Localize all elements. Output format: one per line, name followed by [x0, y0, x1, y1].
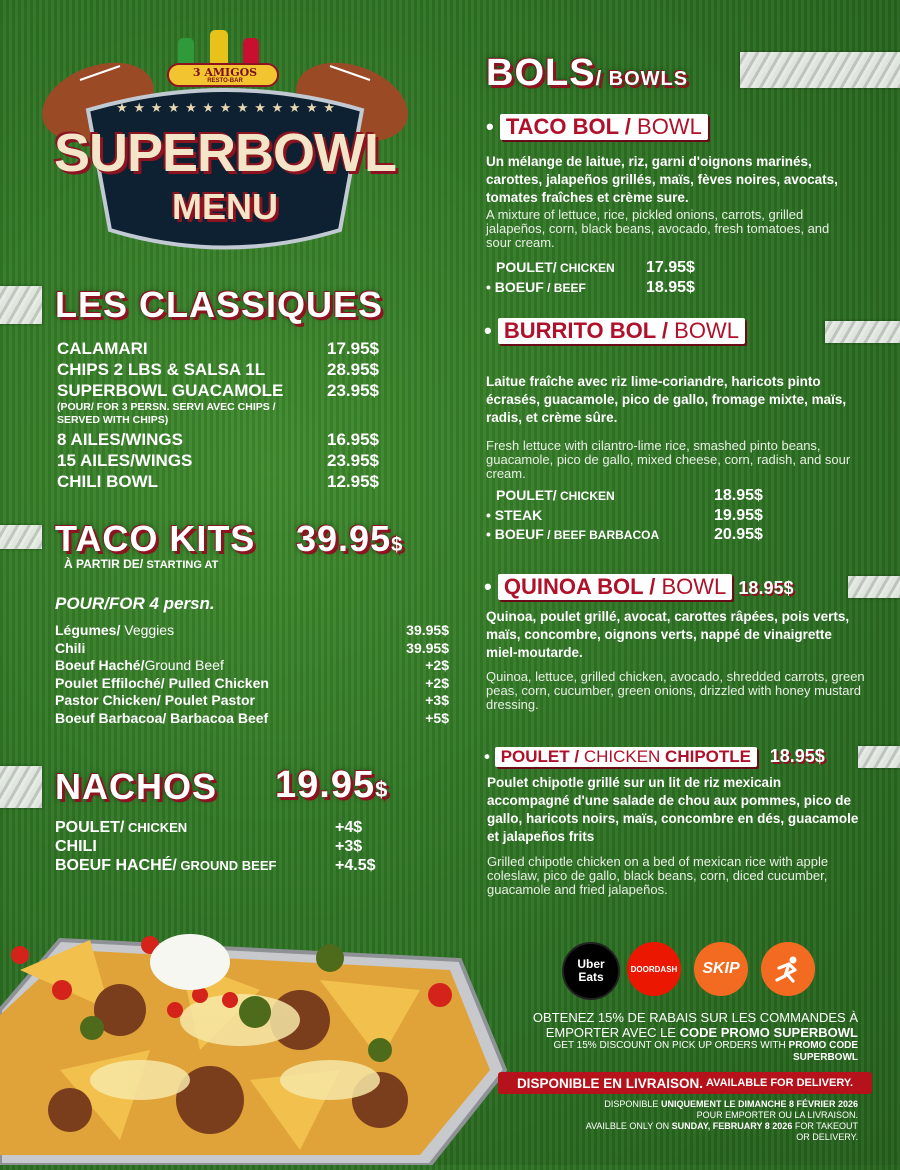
logo-sub: RESTO-BAR [207, 78, 243, 84]
promo-fr-code: CODE PROMO SUPERBOWL [679, 1025, 858, 1040]
promo-en-code: PROMO CODE [788, 1040, 858, 1051]
superbowl-logo [40, 30, 410, 260]
item-fr: Boeuf Barbacoa/ Barbacoa Beef [55, 709, 269, 726]
taco-bol-desc-en: A mixture of lettuce, rice, pickled onions, carrots, grilled jalapeños, corn, black beans, avocado, fresh tomatoes, and sour cream. [486, 207, 830, 250]
item-price: 23.95$ [327, 451, 379, 470]
taco-kits-title: TACO KITS [55, 518, 256, 559]
list-item [55, 692, 449, 710]
list-item [55, 640, 449, 658]
taco-kits-price-value: 39.95 [296, 518, 392, 559]
delivery-banner [498, 1072, 872, 1094]
item-name: SUPERBOWL GUACAMOLE [57, 381, 284, 400]
item-fr: Poulet Effiloché/ Pulled Chicken [55, 674, 269, 691]
field-stripe [0, 286, 42, 324]
list-item [55, 657, 449, 675]
field-stripe [0, 766, 42, 808]
option-fr: POULET/ [496, 259, 557, 275]
field-stripe [848, 576, 900, 598]
option-fr: POULET/ [496, 487, 557, 503]
list-item [486, 278, 706, 298]
chipotle-fr: POULET / [500, 747, 580, 766]
item-price: 16.95$ [327, 430, 379, 449]
option-price: 18.95$ [646, 279, 695, 296]
foot-line-3 [540, 1121, 858, 1132]
currency: $ [391, 534, 404, 556]
list-item [486, 506, 776, 525]
logo-stars: ★ ★ ★ ★ ★ ★ ★ ★ ★ ★ ★ ★ ★ [116, 100, 336, 115]
item-en: Ground Beef [144, 657, 224, 673]
taco-bol-title: • TACO BOL / BOWL [486, 114, 708, 140]
item-price: 23.95$ [327, 381, 379, 400]
currency: $ [375, 777, 389, 802]
option-price: 18.95$ [714, 487, 763, 504]
classiques-list [57, 338, 397, 492]
quinoa-bol-fr: QUINOA BOL / [503, 574, 656, 599]
foot1-b: UNIQUEMENT LE DIMANCHE 8 FÉVRIER 2026 [660, 1099, 858, 1109]
list-item [57, 359, 397, 380]
bols-title [486, 52, 688, 95]
nachos-list [55, 818, 385, 875]
item-fr: CHILI [55, 838, 97, 855]
option-fr: • STEAK [486, 507, 543, 523]
item-en: Veggies [120, 622, 175, 638]
item-name: 15 AILES/WINGS [57, 451, 193, 470]
quinoa-bol-title: • QUINOA BOL / BOWL 18.95$ [484, 574, 794, 599]
item-fr: Boeuf Haché/ [55, 657, 145, 673]
quinoa-bol-en: BOWL [655, 574, 727, 599]
burrito-bol-desc-fr: Laitue fraîche avec riz lime-coriandre, haricots pinto écrasés, guacamole, pico de gallo, fromage mixte, maïs, radis, et crème sûre. [486, 374, 847, 425]
bols-title-fr: BOLS [486, 52, 596, 94]
item-fr: BOEUF HACHÉ/ [55, 857, 177, 874]
promo-fr-1: OBTENEZ 15% DE RABAIS SUR LES COMMANDES À [532, 1010, 858, 1025]
taco-kits-list [55, 622, 449, 727]
item-price: 39.95$ [406, 639, 449, 656]
taco-bol-desc-fr: Un mélange de laitue, riz, garni d'oignons marinés, carottes, jalapeños grillés, maïs, fèves noires, avocats, tomates fraîches et crème sure. [486, 154, 838, 205]
item-price: 12.95$ [327, 472, 379, 491]
promo-fr-2-text: EMPORTER AVEC LE [545, 1025, 680, 1040]
list-item [57, 380, 397, 401]
list-item [55, 837, 385, 856]
quinoa-bol-desc-en: Quinoa, lettuce, grilled chicken, avocado, shredded carrots, green peas, corn, cucumber, green onions, drizzled with honey mustard dressing. [486, 669, 865, 712]
quinoa-bol-desc-fr: Quinoa, poulet grillé, avocat, carottes râpées, pois verts, maïs, concombre, oignons verts, nappé de vinaigrette miel-moutarde. [486, 609, 850, 660]
item-price: +5$ [425, 709, 449, 726]
nachos-title: NACHOS [55, 766, 218, 807]
list-item [55, 622, 449, 640]
logo-brand: 3 AMIGOS [192, 66, 258, 79]
taco-bol-en: BOWL [630, 114, 702, 139]
burrito-bol-options [486, 486, 776, 545]
field-stripe [858, 746, 900, 768]
nachos-price [275, 764, 388, 807]
chipotle-en: CHICKEN [579, 747, 661, 766]
list-item [57, 471, 397, 492]
taco-kits-price [296, 518, 403, 560]
taco-kits-starting [64, 557, 218, 571]
item-price: 39.95$ [406, 622, 449, 638]
item-price: +2$ [425, 674, 449, 691]
item-price: +4$ [335, 819, 363, 836]
chipotle-bold: CHIPOTLE [660, 747, 751, 766]
list-item [57, 429, 397, 450]
burrito-bol-desc-en: Fresh lettuce with cilantro-lime rice, smashed pinto beans, guacamole, pico de gallo, mixed cheese, corn, radish, and sour cream. [486, 438, 851, 481]
burrito-bol-en: BOWL [668, 318, 739, 343]
foot1-a: DISPONIBLE [604, 1099, 661, 1109]
starting-fr: À PARTIR DE/ [64, 557, 144, 571]
list-item [55, 710, 449, 728]
list-item [486, 525, 776, 545]
item-name: CHILI BOWL [57, 472, 159, 491]
item-fr: POULET/ [55, 819, 125, 836]
skip-runner-icon[interactable] [761, 942, 815, 996]
taco-kits-for: POUR/FOR 4 persn. [55, 594, 215, 613]
option-en: CHICKEN [556, 261, 615, 275]
burrito-bol-title: • BURRITO BOL / BOWL [484, 318, 745, 344]
item-note: (POUR/ FOR 3 PERSN. SERVI AVEC CHIPS / SERVED WITH CHIPS) [57, 401, 276, 426]
field-stripe [0, 525, 42, 549]
promo-fr-2 [500, 1025, 858, 1040]
item-en: CHICKEN [124, 820, 188, 835]
availability-note [540, 1099, 858, 1143]
promo-en-1 [500, 1040, 858, 1052]
item-price: +4.5$ [335, 857, 376, 874]
foot3-c: FOR TAKEOUT [792, 1121, 858, 1131]
field-stripe [825, 321, 900, 343]
list-item [55, 856, 385, 875]
promo-text [500, 1010, 858, 1064]
field-stripe [740, 52, 900, 88]
item-fr: Chili [55, 639, 86, 656]
list-item [55, 818, 385, 837]
chipotle-price: 18.95$ [769, 746, 825, 766]
list-item [55, 675, 449, 693]
option-fr: • BOEUF [486, 526, 544, 542]
item-price: +3$ [425, 692, 449, 708]
taco-bol-fr: TACO BOL / [505, 114, 631, 139]
item-name: 8 AILES/WINGS [57, 430, 183, 449]
chipotle-desc-en: Grilled chipotle chicken on a bed of mexican rice with apple coleslaw, pico de gallo, black beans, corn, diced cucumber, guacamole and fried jalapeños. [487, 854, 829, 897]
option-fr: • BOEUF [486, 279, 544, 295]
taco-bol-options [486, 258, 706, 298]
list-item [486, 486, 776, 506]
ubereats-icon[interactable]: Uber Eats [562, 942, 620, 1000]
item-name: CHIPS 2 LBS & SALSA 1L [57, 360, 266, 379]
item-price: +2$ [425, 657, 449, 673]
nachos-price-value: 19.95 [275, 764, 376, 806]
item-price: 17.95$ [327, 339, 379, 358]
option-price: 20.95$ [714, 526, 763, 543]
skip-icon[interactable]: SKIP [694, 942, 748, 996]
foot3-a: AVAILBLE ONLY ON [585, 1121, 672, 1131]
foot-line-2: POUR EMPORTER OU LA LIVRAISON. [696, 1110, 858, 1120]
burrito-bol-fr: BURRITO BOL / [503, 318, 669, 343]
foot3-b: SUNDAY, FEBRUARY 8 2026 [671, 1121, 793, 1131]
item-price: +3$ [335, 838, 363, 855]
option-price: 19.95$ [714, 507, 763, 524]
nachos-photo [0, 900, 510, 1165]
promo-en-2: SUPERBOWL [793, 1052, 858, 1063]
option-en: / BEEF BARBACOA [543, 528, 660, 542]
chipotle-title: • POULET / CHICKEN CHIPOTLE 18.95$ [484, 746, 825, 766]
list-item [486, 258, 706, 278]
starting-en: STARTING AT [146, 559, 219, 571]
foot-line-1 [540, 1099, 858, 1110]
promo-en-1-text: GET 15% DISCOUNT ON PICK UP ORDERS WITH [553, 1040, 789, 1051]
foot-line-4: OR DELIVERY. [796, 1132, 858, 1142]
option-en: CHICKEN [556, 489, 615, 503]
banner-en: AVAILABLE FOR DELIVERY. [705, 1077, 854, 1089]
item-price: 28.95$ [327, 360, 379, 379]
item-fr: Légumes/ [55, 622, 121, 638]
doordash-icon[interactable]: DOORDASH [627, 942, 681, 996]
option-en: / BEEF [543, 281, 586, 295]
classiques-title: LES CLASSIQUES [55, 284, 384, 325]
list-item [57, 338, 397, 359]
logo-line2: MENU [172, 186, 278, 227]
item-en: GROUND BEEF [176, 858, 277, 873]
list-item [57, 450, 397, 471]
logo-line1: SUPERBOWL [54, 123, 396, 183]
item-fr: Pastor Chicken/ Poulet Pastor [55, 692, 255, 708]
item-name: CALAMARI [57, 339, 148, 358]
quinoa-bol-price: 18.95$ [738, 578, 794, 598]
banner-fr: DISPONIBLE EN LIVRAISON. [516, 1075, 703, 1091]
option-price: 17.95$ [646, 259, 695, 276]
chipotle-desc-fr: Poulet chipotle grillé sur un lit de riz mexicain accompagné d'une salade de chou aux pommes, pico de gallo, haricots noirs, maïs, concombre en dés, guacamole et jalapeños frits [487, 775, 859, 844]
bols-title-en: / BOWLS [595, 68, 689, 90]
